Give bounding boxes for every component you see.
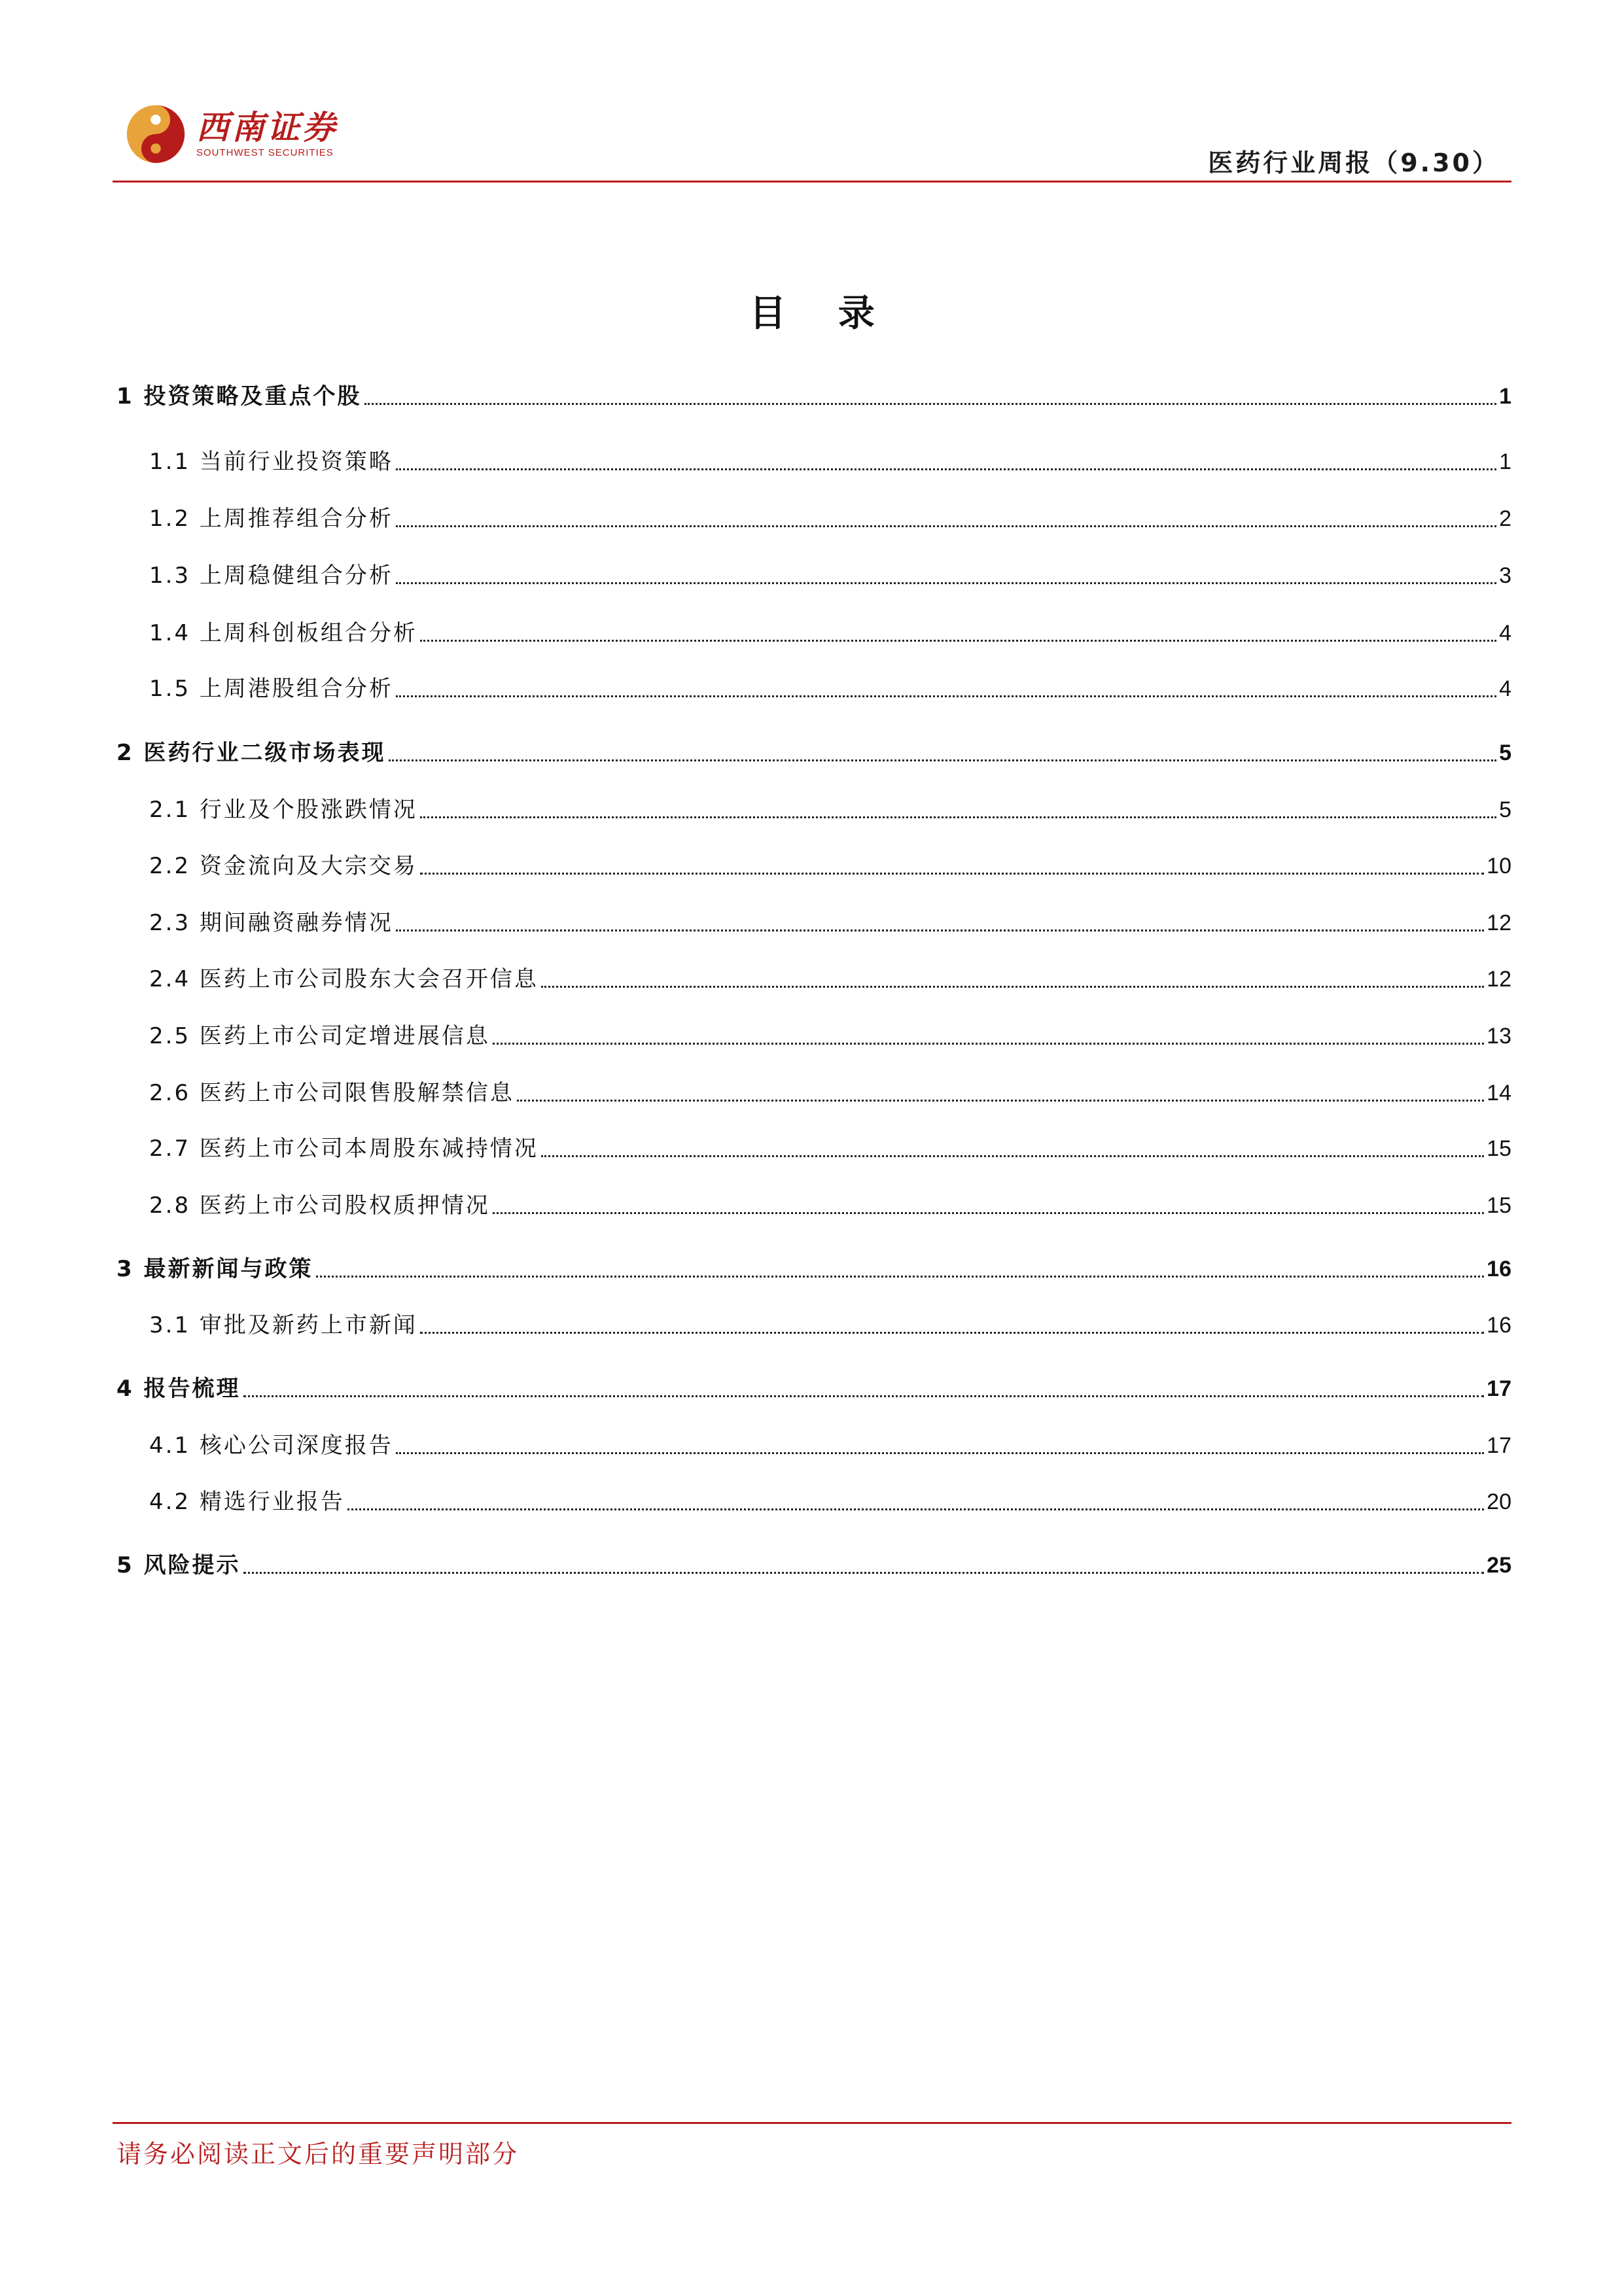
toc-page-number: 1 — [1499, 449, 1511, 474]
toc-entry-1-2[interactable] — [0, 494, 1624, 533]
toc-number: 4.2 — [149, 1489, 191, 1515]
toc-number: 2.2 — [149, 853, 191, 879]
toc-entry-4[interactable] — [0, 1364, 1624, 1403]
toc-page-number: 25 — [1487, 1553, 1511, 1578]
toc-number: 2.7 — [149, 1136, 191, 1162]
logo-english-name: SOUTHWEST SECURITIES — [196, 147, 334, 158]
toc-label: 风险提示 — [143, 1552, 241, 1578]
toc-dot-leader — [420, 640, 1496, 642]
toc-label: 审批及新药上市新闻 — [199, 1312, 417, 1338]
toc-number: 2.6 — [149, 1080, 191, 1106]
toc-page-number: 1 — [1499, 384, 1511, 409]
toc-dot-leader — [541, 1155, 1484, 1157]
toc-label: 医药上市公司本周股东减持情况 — [199, 1136, 538, 1162]
toc-number: 1.1 — [149, 449, 191, 475]
toc-label: 上周稳健组合分析 — [199, 563, 393, 589]
toc-page-number: 20 — [1487, 1489, 1511, 1514]
toc-entry-2-1[interactable] — [0, 785, 1624, 824]
toc-label: 核心公司深度报告 — [199, 1433, 393, 1459]
toc-dot-leader — [396, 1452, 1484, 1454]
toc-entry-3-1[interactable] — [0, 1300, 1624, 1340]
toc-dot-leader — [420, 816, 1496, 818]
toc-number: 1.5 — [149, 676, 191, 702]
toc-entry-5[interactable] — [0, 1540, 1624, 1580]
toc-dot-leader — [517, 1100, 1484, 1102]
toc-page-number: 4 — [1499, 621, 1511, 646]
toc-page-number: 4 — [1499, 676, 1511, 701]
toc-dot-leader — [420, 1332, 1484, 1334]
toc-number: 1.4 — [149, 620, 191, 646]
toc-label: 上周推荐组合分析 — [199, 506, 393, 532]
toc-dot-leader — [347, 1508, 1484, 1510]
toc-dot-leader — [396, 582, 1496, 584]
logo-chinese-name: 西南证券 — [196, 108, 338, 147]
toc-entry-1-3[interactable] — [0, 551, 1624, 590]
toc-label: 精选行业报告 — [199, 1489, 345, 1515]
toc-label: 医药上市公司股权质押情况 — [199, 1192, 490, 1219]
toc-number: 3 — [116, 1256, 134, 1282]
toc-entry-2-5[interactable] — [0, 1011, 1624, 1051]
toc-entry-1-4[interactable] — [0, 608, 1624, 648]
toc-entry-2-8[interactable] — [0, 1181, 1624, 1220]
toc-heading: 目 录 — [749, 292, 894, 335]
toc-dot-leader — [541, 986, 1484, 988]
toc-page-number: 12 — [1487, 911, 1511, 935]
toc-page-number: 2 — [1499, 506, 1511, 531]
toc-dot-leader — [493, 1043, 1484, 1045]
toc-label: 行业及个股涨跌情况 — [199, 797, 417, 823]
toc-label: 上周科创板组合分析 — [199, 620, 417, 646]
toc-page-number: 15 — [1487, 1136, 1511, 1161]
toc-page-number: 5 — [1499, 740, 1511, 765]
toc-number: 4.1 — [149, 1433, 191, 1459]
toc-page-number: 12 — [1487, 967, 1511, 992]
toc-page-number: 15 — [1487, 1193, 1511, 1218]
toc-dot-leader — [396, 525, 1496, 527]
toc-number: 2.5 — [149, 1023, 191, 1049]
toc-label: 最新新闻与政策 — [143, 1256, 313, 1282]
toc-label: 医药上市公司定增进展信息 — [199, 1023, 490, 1049]
toc-entry-1[interactable] — [0, 372, 1624, 411]
disclaimer-note: 请务必阅读正文后的重要声明部分 — [116, 2140, 520, 2168]
toc-entry-4-1[interactable] — [0, 1421, 1624, 1460]
toc-number: 2.3 — [149, 910, 191, 936]
toc-label: 当前行业投资策略 — [199, 449, 393, 475]
toc-label: 投资策略及重点个股 — [143, 383, 362, 409]
toc-number: 2.8 — [149, 1192, 191, 1219]
toc-label: 期间融资融券情况 — [199, 910, 393, 936]
toc-label: 医药上市公司股东大会召开信息 — [199, 966, 538, 992]
toc-dot-leader — [396, 695, 1496, 697]
toc-dot-leader — [243, 1395, 1485, 1397]
toc-label: 上周港股组合分析 — [199, 676, 393, 702]
report-title: 医药行业周报（9.30） — [1208, 148, 1500, 177]
toc-entry-2-3[interactable] — [0, 898, 1624, 937]
toc-page-number: 17 — [1487, 1433, 1511, 1458]
toc-page-number: 10 — [1487, 854, 1511, 878]
toc-page-number: 16 — [1487, 1313, 1511, 1338]
toc-entry-2-4[interactable] — [0, 954, 1624, 994]
toc-page-number: 3 — [1499, 563, 1511, 588]
toc-number: 3.1 — [149, 1312, 191, 1338]
toc-dot-leader — [389, 759, 1497, 761]
toc-dot-leader — [364, 403, 1497, 405]
toc-page-number: 5 — [1499, 797, 1511, 822]
toc-page-number: 17 — [1487, 1376, 1511, 1401]
logo-emblem-icon — [124, 103, 187, 165]
toc-entry-2-6[interactable] — [0, 1068, 1624, 1107]
toc-number: 1 — [116, 383, 134, 409]
header-divider — [113, 181, 1511, 183]
toc-entry-2-7[interactable] — [0, 1124, 1624, 1163]
toc-number: 2.1 — [149, 797, 191, 823]
toc-entry-4-2[interactable] — [0, 1477, 1624, 1516]
footer-divider — [113, 2122, 1511, 2124]
toc-number: 2.4 — [149, 966, 191, 992]
toc-page-number: 13 — [1487, 1024, 1511, 1049]
toc-dot-leader — [243, 1572, 1485, 1574]
toc-entry-2[interactable] — [0, 728, 1624, 767]
toc-entry-3[interactable] — [0, 1244, 1624, 1283]
toc-dot-leader — [420, 873, 1484, 875]
toc-label: 报告梳理 — [143, 1376, 241, 1402]
company-logo — [124, 98, 338, 170]
toc-number: 1.2 — [149, 506, 191, 532]
toc-label: 医药上市公司限售股解禁信息 — [199, 1080, 514, 1106]
toc-label: 医药行业二级市场表现 — [143, 740, 386, 766]
toc-entry-1-1[interactable] — [0, 437, 1624, 476]
toc-dot-leader — [396, 930, 1484, 931]
toc-number: 2 — [116, 740, 134, 766]
toc-page-number: 14 — [1487, 1081, 1511, 1105]
toc-label: 资金流向及大宗交易 — [199, 853, 417, 879]
toc-number: 4 — [116, 1376, 134, 1402]
toc-dot-leader — [396, 468, 1496, 470]
toc-entry-1-5[interactable] — [0, 664, 1624, 703]
toc-dot-leader — [316, 1276, 1485, 1278]
toc-number: 5 — [116, 1552, 134, 1578]
toc-number: 1.3 — [149, 563, 191, 589]
toc-entry-2-2[interactable] — [0, 841, 1624, 880]
toc-dot-leader — [493, 1212, 1484, 1214]
toc-page-number: 16 — [1487, 1257, 1511, 1281]
